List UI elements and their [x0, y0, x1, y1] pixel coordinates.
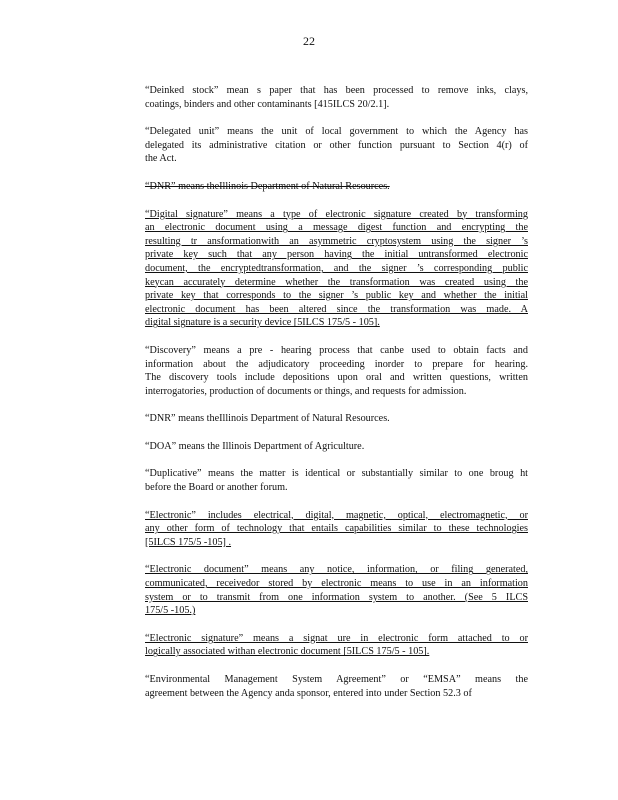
definition-electronic-document: [145, 563, 528, 617]
text-line: “Delegated unit” means the unit of local government to which the Agency has: [145, 126, 528, 138]
text-line: the Act.: [145, 153, 177, 165]
text-line: “DNR” means theIllinois Department of Natural Resources.: [145, 180, 390, 192]
text-line: 175/5 -105.): [145, 605, 196, 617]
text-line: digital signature is a security device [5ILCS 175/5 - 105].: [145, 317, 380, 329]
text-line: resulting tr ansformationwith an asymmetric cryptosystem using the signer ’s: [145, 235, 528, 247]
text-line: “Environmental Management System Agreement” or “EMSA” means the: [145, 674, 528, 685]
text-line: “Discovery” means a pre - hearing process that canbe used to obtain facts and: [145, 344, 528, 356]
text-line: [5ILCS 175/5 -105] .: [145, 536, 232, 548]
definition-delegated-unit: [145, 125, 528, 166]
text-line: keycan accurately determine whether the transformation was created using the: [145, 276, 528, 288]
text-line: communicated, receivedor stored by electronic means to use in an information: [145, 578, 528, 590]
text-line: private key that corresponds to the signer ’s public key and whether the initial: [145, 290, 528, 302]
definition-dnr: [145, 412, 528, 426]
text-line: delegated its administrative citation or other function pursuant to Section 4(r) of: [145, 139, 528, 151]
definition-doa: [145, 440, 528, 454]
text-line: document, the encryptedtransformation, and the signer ’s corresponding public: [145, 262, 528, 274]
definition-deinked-stock: [145, 84, 528, 111]
text-line: electronic document has been altered since the transformation was made. A: [145, 303, 528, 315]
definition-duplicative: [145, 467, 528, 494]
text-line: system or to transmit from one information system to another. (See 5 ILCS: [145, 591, 528, 603]
document-body: [145, 84, 528, 714]
text-line: coatings, binders and other contaminants [415ILCS 20/2.1].: [145, 98, 390, 110]
definition-emsa: [145, 673, 528, 700]
definition-electronic: [145, 509, 528, 550]
definition-electronic-signature: [145, 632, 528, 659]
text-line: “DOA” means the Illinois Department of Agriculture.: [145, 440, 365, 452]
text-line: private key such that any person having the initial untransformed electronic: [145, 249, 528, 261]
text-line: “DNR” means theIllinois Department of Natural Resources.: [145, 413, 390, 425]
text-line: before the Board or another forum.: [145, 482, 288, 494]
text-line: “Digital signature” means a type of electronic signature created by transforming: [145, 208, 528, 220]
text-line: information about the adjudicatory proceeding inorder to prepare for hearing.: [145, 358, 528, 370]
text-line: logically associated withan electronic document [5ILCS 175/5 - 105].: [145, 646, 430, 658]
text-line: “Electronic signature” means a signat ure in electronic form attached to or: [145, 632, 528, 644]
definition-digital-signature: [145, 208, 528, 330]
text-line: interrogatories, production of documents or things, and requests for admission.: [145, 385, 467, 397]
text-line: an electronic document using a message digest function and encrypting the: [145, 222, 528, 234]
text-line: “Electronic” includes electrical, digital, magnetic, optical, electromagnetic, or: [145, 509, 528, 521]
text-line: The discovery tools include depositions upon oral and written questions, written: [145, 372, 528, 384]
definition-dnr-struck: [145, 180, 528, 194]
text-line: “Electronic document” means any notice, information, or filing generated,: [145, 564, 528, 576]
definition-discovery: [145, 344, 528, 398]
text-line: “Deinked stock” mean s paper that has been processed to remove inks, clays,: [145, 85, 528, 96]
text-line: any other form of technology that entails capabilities similar to these technologies: [145, 523, 528, 535]
text-line: agreement between the Agency anda sponsor, entered into under Section 52.3 of: [145, 687, 472, 699]
text-line: “Duplicative” means the matter is identical or substantially similar to one broug ht: [145, 468, 528, 480]
page-number: 22: [303, 34, 315, 48]
